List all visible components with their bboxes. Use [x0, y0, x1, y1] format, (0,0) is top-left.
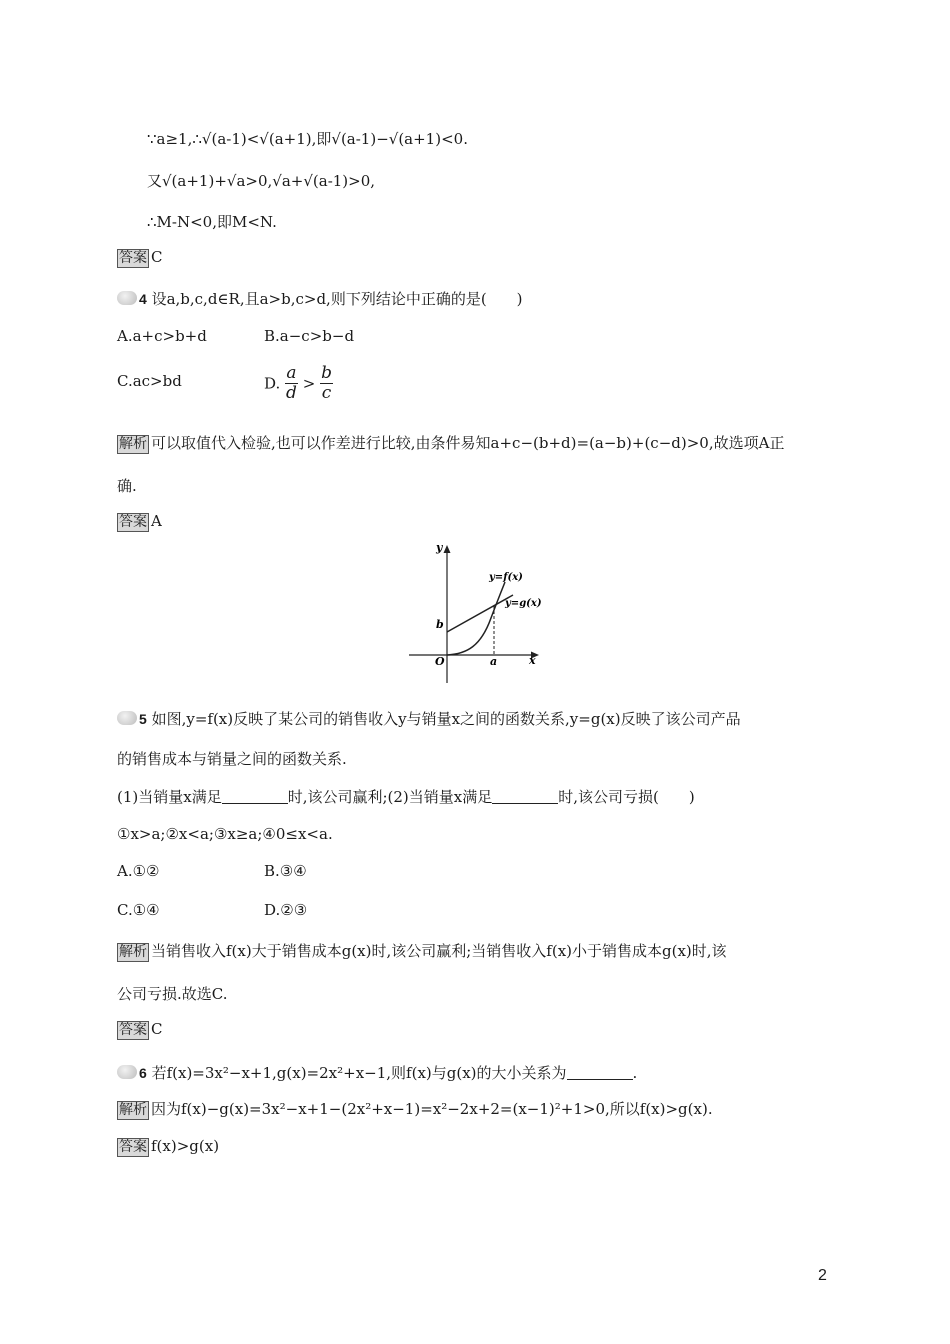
fill-blank-2: [492, 791, 558, 804]
option-d: D.②③: [264, 901, 308, 919]
solution-tag: 解析: [119, 436, 147, 452]
option-b: B.③④: [264, 862, 307, 880]
subpart-1-text: (1)当销量x满足: [117, 788, 222, 806]
solution-tag: 解析: [119, 944, 147, 960]
option-d: [264, 364, 333, 403]
fraction-a-over-d: [285, 364, 298, 403]
fraction-b-over-c: [320, 364, 333, 403]
answer-value: f(x)>g(x): [151, 1137, 220, 1155]
fill-blank: [567, 1067, 633, 1080]
question-number: 4: [139, 291, 147, 307]
x-axis-label: x: [529, 654, 536, 667]
question-bullet-icon: [117, 711, 137, 725]
fraction-numerator: b: [321, 363, 332, 383]
answer-tag: 答案: [119, 514, 147, 530]
question-text: 设a,b,c,d∈R,且a>b,c>d,则下列结论中正确的是( ): [151, 290, 523, 308]
fraction-denominator: c: [321, 383, 332, 403]
option-d-label: D.: [264, 374, 281, 393]
answer-value: C: [151, 248, 163, 266]
answer-tag: 答案: [119, 250, 147, 266]
option-c: C.①④: [117, 901, 160, 919]
answer-tag: 答案: [119, 1022, 147, 1038]
question-5-choices: ①x>a;②x<a;③x≥a;④0≤x<a.: [117, 825, 333, 843]
curve-g: [447, 595, 513, 632]
solution-q4-cont: 确.: [117, 477, 137, 495]
origin-label: O: [435, 655, 445, 668]
fraction-numerator: a: [286, 363, 297, 383]
question-bullet-icon: [117, 291, 137, 305]
b-label: b: [436, 618, 444, 631]
option-a: A.①②: [117, 862, 160, 880]
greater-than-sign: >: [302, 374, 316, 393]
question-4: [117, 288, 523, 309]
question-end: .: [632, 1064, 638, 1082]
question-number: 5: [139, 711, 147, 727]
answer-q3: [117, 248, 162, 268]
subpart-end-text: 时,该公司亏损( ): [558, 788, 695, 806]
solution-line-3: ∴M-N<0,即M<N.: [147, 213, 277, 231]
question-number: 6: [139, 1065, 147, 1081]
y-axis-arrow-icon: [444, 545, 451, 553]
solution-q5: [117, 940, 727, 962]
solution-text: 因为f(x)−g(x)=3x²−x+1−(2x²+x−1)=x²−2x+2=(x−1)²+1>0,所以f(x)>g(x).: [151, 1100, 713, 1118]
question-bullet-icon: [117, 1065, 137, 1079]
question-6: [117, 1062, 637, 1083]
function-graph-figure: [405, 538, 545, 688]
answer-q4: [117, 512, 162, 532]
subpart-2-text: 时,该公司赢利;(2)当销量x满足: [287, 788, 493, 806]
y-axis-label: y: [436, 541, 443, 554]
option-b: B.a−c>b−d: [264, 327, 355, 345]
option-c: C.ac>bd: [117, 372, 182, 390]
solution-q6: [117, 1098, 713, 1120]
option-a: A.a+c>b+d: [117, 327, 207, 345]
question-5-cont: 的销售成本与销量之间的函数关系.: [117, 750, 347, 768]
question-5: [117, 708, 741, 729]
question-5-subparts: [117, 786, 695, 807]
page-number: 2: [818, 1267, 827, 1284]
solution-q5-cont: 公司亏损.故选C.: [117, 985, 228, 1003]
g-curve-label: y=g(x): [505, 598, 542, 609]
answer-tag: 答案: [119, 1139, 147, 1155]
solution-text: 当销售收入f(x)大于销售成本g(x)时,该公司赢利;当销售收入f(x)小于销售成本g(x)时,该: [151, 942, 727, 960]
fraction-denominator: d: [286, 383, 297, 403]
question-text: 若f(x)=3x²−x+1,g(x)=2x²+x−1,则f(x)与g(x)的大小关系为: [151, 1064, 567, 1082]
answer-value: A: [151, 512, 162, 530]
solution-tag: 解析: [119, 1102, 147, 1118]
answer-q6: [117, 1137, 219, 1157]
solution-line-1: ∵a≥1,∴√(a-1)<√(a+1),即√(a-1)−√(a+1)<0.: [147, 130, 468, 148]
answer-q5: [117, 1020, 162, 1040]
a-label: a: [490, 655, 498, 668]
f-curve-label: y=f(x): [489, 572, 523, 583]
question-text: 如图,y=f(x)反映了某公司的销售收入y与销量x之间的函数关系,y=g(x)反映了该公司产品: [151, 710, 741, 728]
solution-line-2: 又√(a+1)+√a>0,√a+√(a-1)>0,: [147, 172, 376, 190]
fill-blank-1: [222, 791, 288, 804]
solution-q4: [117, 432, 784, 454]
answer-value: C: [151, 1020, 163, 1038]
solution-text: 可以取值代入检验,也可以作差进行比较,由条件易知a+c−(b+d)=(a−b)+(c−d)>0,故选项A正: [151, 434, 785, 452]
curve-f: [447, 582, 505, 655]
